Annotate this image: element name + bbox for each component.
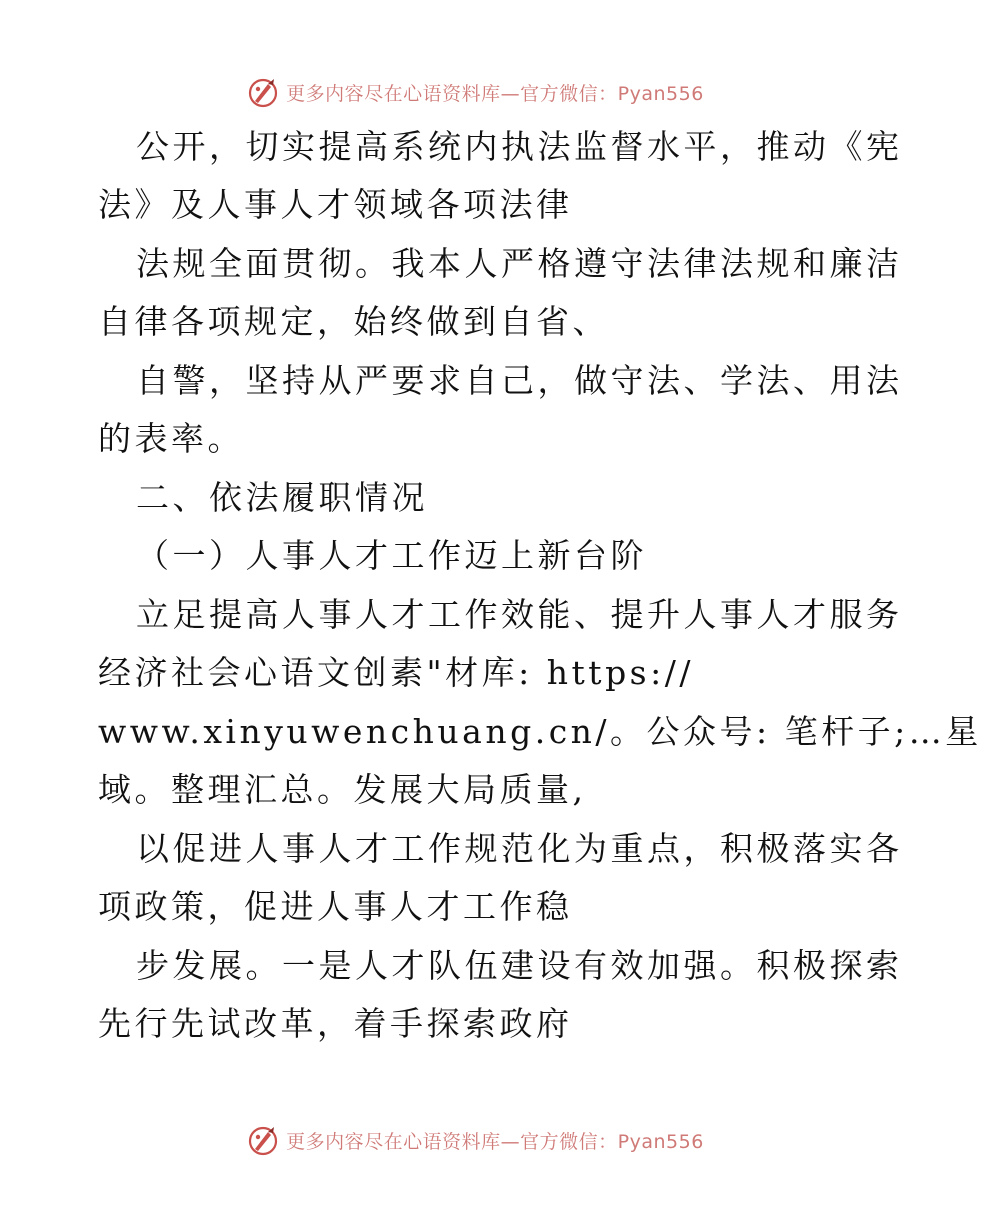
paragraph-line: 自律各项规定，始终做到自省、 <box>98 302 609 341</box>
paragraph-line: 自警，坚持从严要求自己，做守法、学法、用法 <box>136 361 903 400</box>
footer-banner-text: 更多内容尽在心语资料库—官方微信：Pyan556 <box>286 1130 704 1153</box>
paragraph-line: 经济社会心语文创素"材库: https:// <box>98 653 694 692</box>
quill-circle-icon <box>246 1123 280 1157</box>
footer-banner <box>0 1120 950 1160</box>
paragraph-line: 公开，切实提高系统内执法监督水平，推动《宪 <box>136 127 903 166</box>
paragraph-line: 的表率。 <box>98 419 244 458</box>
subsection-heading: （一）人事人才工作迈上新台阶 <box>136 536 647 575</box>
paragraph-line: 项政策，促进人事人才工作稳 <box>98 887 573 926</box>
paragraph-line: 法》及人事人才领域各项法律 <box>98 185 573 224</box>
header-banner-text: 更多内容尽在心语资料库—官方微信：Pyan556 <box>286 82 704 105</box>
paragraph-line: 以促进人事人才工作规范化为重点，积极落实各 <box>136 829 903 868</box>
paragraph-line: 先行先试改革，着手探索政府 <box>98 1004 573 1043</box>
section-heading: 二、依法履职情况 <box>136 478 428 517</box>
paragraph-line: www.xinyuwenchuang.cn/。公众号: 笔杆子;…星 <box>98 712 982 751</box>
paragraph-line: 立足提高人事人才工作效能、提升人事人才服务 <box>136 595 903 634</box>
paragraph-line: 步发展。一是人才队伍建设有效加强。积极探索 <box>136 946 903 985</box>
paragraph-line: 法规全面贯彻。我本人严格遵守法律法规和廉洁 <box>136 244 903 283</box>
paragraph-line: 域。整理汇总。发展大局质量, <box>98 770 587 809</box>
